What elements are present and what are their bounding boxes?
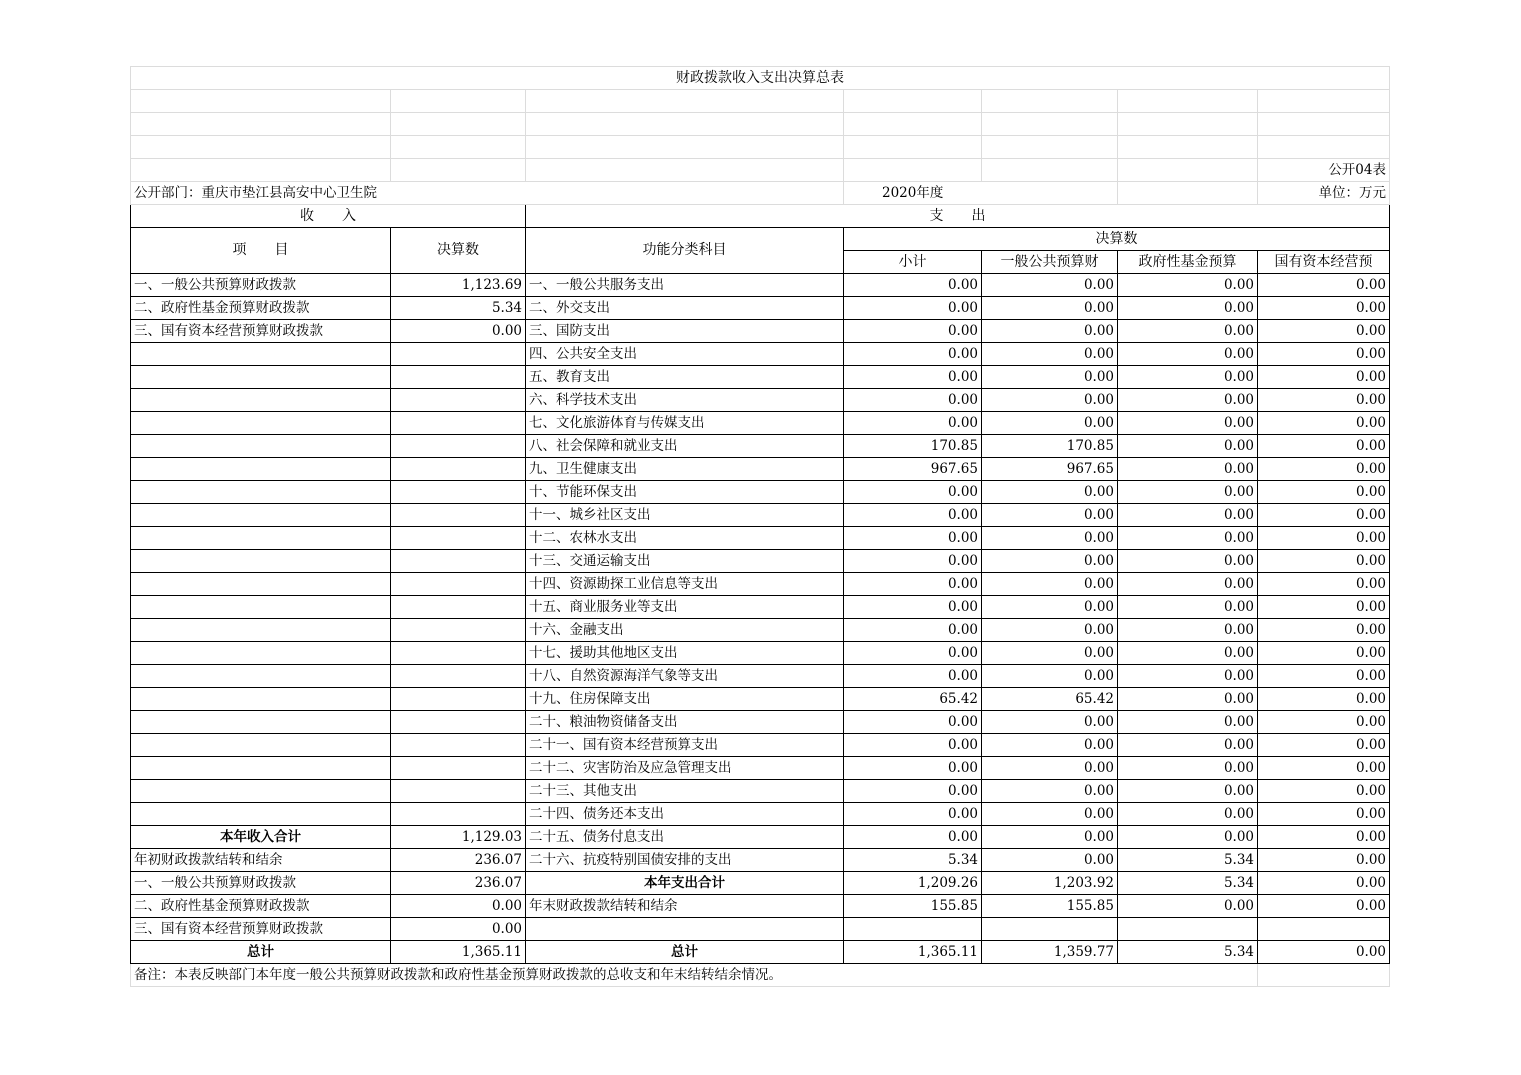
fund-value: 0.00 <box>1118 549 1258 572</box>
table-row <box>131 434 1390 457</box>
income-item <box>131 388 391 411</box>
function-item: 十八、自然资源海洋气象等支出 <box>526 664 844 687</box>
item-header: 项 目 <box>131 227 391 273</box>
fund-value: 0.00 <box>1118 894 1258 917</box>
table-row <box>131 641 1390 664</box>
subtotal-value: 0.00 <box>844 779 982 802</box>
function-item: 九、卫生健康支出 <box>526 457 844 480</box>
income-item: 二、政府性基金预算财政拨款 <box>131 894 391 917</box>
state-value: 0.00 <box>1258 595 1390 618</box>
function-item: 五、教育支出 <box>526 365 844 388</box>
table-row <box>131 480 1390 503</box>
fund-value: 0.00 <box>1118 526 1258 549</box>
general-value: 65.42 <box>982 687 1118 710</box>
footnote: 备注：本表反映部门本年度一般公共预算财政拨款和政府性基金预算财政拨款的总收支和年末结转结余情况。 <box>131 963 1258 986</box>
income-item: 年初财政拨款结转和结余 <box>131 848 391 871</box>
table-row <box>131 710 1390 733</box>
table-row <box>131 802 1390 825</box>
table-row <box>131 572 1390 595</box>
function-item: 十五、商业服务业等支出 <box>526 595 844 618</box>
income-amount: 1,129.03 <box>391 825 526 848</box>
form-number: 公开04表 <box>1258 158 1390 181</box>
fund-value: 0.00 <box>1118 687 1258 710</box>
function-item: 二十二、灾害防治及应急管理支出 <box>526 756 844 779</box>
state-value: 0.00 <box>1258 572 1390 595</box>
state-value: 0.00 <box>1258 296 1390 319</box>
fund-value: 0.00 <box>1118 365 1258 388</box>
general-value: 0.00 <box>982 273 1118 296</box>
subtotal-value: 0.00 <box>844 388 982 411</box>
function-item: 二十一、国有资本经营预算支出 <box>526 733 844 756</box>
income-amount <box>391 779 526 802</box>
subtotal-value: 0.00 <box>844 664 982 687</box>
subtotal-value: 155.85 <box>844 894 982 917</box>
fund-value: 0.00 <box>1118 457 1258 480</box>
general-value: 0.00 <box>982 342 1118 365</box>
income-amount <box>391 365 526 388</box>
income-amount <box>391 526 526 549</box>
income-item <box>131 687 391 710</box>
table-row <box>131 940 1390 963</box>
general-value: 0.00 <box>982 411 1118 434</box>
subtotal-value: 0.00 <box>844 342 982 365</box>
department-label: 公开部门：重庆市垫江县高安中心卫生院 <box>131 181 844 204</box>
table-row <box>131 273 1390 296</box>
state-value: 0.00 <box>1258 365 1390 388</box>
income-item: 本年收入合计 <box>131 825 391 848</box>
general-value: 0.00 <box>982 526 1118 549</box>
subtotal-value: 0.00 <box>844 825 982 848</box>
fund-value: 0.00 <box>1118 319 1258 342</box>
income-item <box>131 756 391 779</box>
income-amount: 0.00 <box>391 319 526 342</box>
function-item: 八、社会保障和就业支出 <box>526 434 844 457</box>
income-amount <box>391 457 526 480</box>
function-item: 二十、粮油物资储备支出 <box>526 710 844 733</box>
income-item <box>131 434 391 457</box>
general-value: 967.65 <box>982 457 1118 480</box>
table-row <box>131 526 1390 549</box>
fund-value: 0.00 <box>1118 641 1258 664</box>
income-amount: 5.34 <box>391 296 526 319</box>
table-row <box>131 917 1390 940</box>
table-row <box>131 733 1390 756</box>
income-item <box>131 549 391 572</box>
income-item <box>131 480 391 503</box>
income-item: 三、国有资本经营预算财政拨款 <box>131 917 391 940</box>
income-item <box>131 779 391 802</box>
subtotal-value: 0.00 <box>844 756 982 779</box>
general-value: 1,203.92 <box>982 871 1118 894</box>
income-amount <box>391 687 526 710</box>
general-value: 0.00 <box>982 733 1118 756</box>
table-row <box>131 457 1390 480</box>
state-value: 0.00 <box>1258 411 1390 434</box>
income-amount <box>391 710 526 733</box>
fund-value: 0.00 <box>1118 618 1258 641</box>
state-value: 0.00 <box>1258 503 1390 526</box>
subtotal-value: 0.00 <box>844 802 982 825</box>
income-amount: 0.00 <box>391 894 526 917</box>
general-value: 0.00 <box>982 388 1118 411</box>
subtotal-value: 0.00 <box>844 503 982 526</box>
function-item: 十七、援助其他地区支出 <box>526 641 844 664</box>
table-row <box>131 549 1390 572</box>
state-value: 0.00 <box>1258 687 1390 710</box>
fund-value: 0.00 <box>1118 273 1258 296</box>
subtotal-value: 0.00 <box>844 618 982 641</box>
fund-value: 0.00 <box>1118 388 1258 411</box>
fund-value: 0.00 <box>1118 572 1258 595</box>
income-amount: 236.07 <box>391 871 526 894</box>
income-item <box>131 457 391 480</box>
income-item: 二、政府性基金预算财政拨款 <box>131 296 391 319</box>
fund-value: 0.00 <box>1118 296 1258 319</box>
fund-value: 0.00 <box>1118 342 1258 365</box>
table-row <box>131 365 1390 388</box>
subtotal-value: 0.00 <box>844 710 982 733</box>
general-value: 0.00 <box>982 756 1118 779</box>
subtotal-value: 0.00 <box>844 319 982 342</box>
general-value: 0.00 <box>982 549 1118 572</box>
table-row <box>131 779 1390 802</box>
fund-value: 0.00 <box>1118 503 1258 526</box>
function-item <box>526 917 844 940</box>
general-value: 0.00 <box>982 825 1118 848</box>
fund-value: 0.00 <box>1118 595 1258 618</box>
income-item: 一、一般公共预算财政拨款 <box>131 273 391 296</box>
income-amount <box>391 618 526 641</box>
general-value: 155.85 <box>982 894 1118 917</box>
fund-value: 0.00 <box>1118 480 1258 503</box>
income-amount: 1,123.69 <box>391 273 526 296</box>
general-value: 0.00 <box>982 503 1118 526</box>
income-amount: 0.00 <box>391 917 526 940</box>
income-amount <box>391 434 526 457</box>
fiscal-year: 2020年度 <box>844 181 1118 204</box>
income-amount <box>391 595 526 618</box>
income-amount <box>391 733 526 756</box>
table-row <box>131 296 1390 319</box>
general-value: 0.00 <box>982 595 1118 618</box>
function-item: 六、科学技术支出 <box>526 388 844 411</box>
table-row <box>131 618 1390 641</box>
income-amount: 236.07 <box>391 848 526 871</box>
table-row <box>131 848 1390 871</box>
subtotal-value: 967.65 <box>844 457 982 480</box>
income-amount <box>391 802 526 825</box>
income-item: 总计 <box>131 940 391 963</box>
fund-value: 5.34 <box>1118 848 1258 871</box>
fund-value: 5.34 <box>1118 940 1258 963</box>
state-value: 0.00 <box>1258 664 1390 687</box>
subtotal-value: 0.00 <box>844 641 982 664</box>
income-amount <box>391 480 526 503</box>
sheet-title: 财政拨款收入支出决算总表 <box>131 67 1390 90</box>
state-value <box>1258 917 1390 940</box>
state-value: 0.00 <box>1258 618 1390 641</box>
function-item: 七、文化旅游体育与传媒支出 <box>526 411 844 434</box>
subtotal-value: 0.00 <box>844 411 982 434</box>
state-value: 0.00 <box>1258 434 1390 457</box>
general-value: 0.00 <box>982 480 1118 503</box>
function-item: 一、一般公共服务支出 <box>526 273 844 296</box>
income-amount <box>391 342 526 365</box>
table-row <box>131 411 1390 434</box>
subtotal-value: 5.34 <box>844 848 982 871</box>
table-row <box>131 595 1390 618</box>
function-item: 三、国防支出 <box>526 319 844 342</box>
income-item <box>131 802 391 825</box>
table-row <box>131 664 1390 687</box>
general-value: 0.00 <box>982 710 1118 733</box>
fund-value: 0.00 <box>1118 710 1258 733</box>
income-item <box>131 641 391 664</box>
income-item <box>131 733 391 756</box>
subtotal-value: 0.00 <box>844 549 982 572</box>
function-item: 十六、金融支出 <box>526 618 844 641</box>
general-value: 0.00 <box>982 848 1118 871</box>
function-item: 本年支出合计 <box>526 871 844 894</box>
general-header: 一般公共预算财 <box>982 250 1118 273</box>
income-amount <box>391 549 526 572</box>
state-value: 0.00 <box>1258 319 1390 342</box>
fund-header: 政府性基金预算 <box>1118 250 1258 273</box>
general-value: 0.00 <box>982 802 1118 825</box>
subtotal-value: 0.00 <box>844 480 982 503</box>
fund-value <box>1118 917 1258 940</box>
function-item: 二十五、债务付息支出 <box>526 825 844 848</box>
state-value: 0.00 <box>1258 940 1390 963</box>
function-item: 十三、交通运输支出 <box>526 549 844 572</box>
function-item: 十、节能环保支出 <box>526 480 844 503</box>
state-value: 0.00 <box>1258 710 1390 733</box>
fund-value: 0.00 <box>1118 802 1258 825</box>
income-item <box>131 595 391 618</box>
subtotal-value: 65.42 <box>844 687 982 710</box>
general-value: 0.00 <box>982 365 1118 388</box>
income-item <box>131 526 391 549</box>
state-value: 0.00 <box>1258 756 1390 779</box>
income-amount: 1,365.11 <box>391 940 526 963</box>
function-item: 十二、农林水支出 <box>526 526 844 549</box>
state-value: 0.00 <box>1258 549 1390 572</box>
state-value: 0.00 <box>1258 802 1390 825</box>
income-header: 收 入 <box>131 204 526 227</box>
function-item: 十一、城乡社区支出 <box>526 503 844 526</box>
income-amount <box>391 756 526 779</box>
table-row <box>131 687 1390 710</box>
subtotal-value: 0.00 <box>844 526 982 549</box>
general-value: 0.00 <box>982 296 1118 319</box>
general-value: 0.00 <box>982 664 1118 687</box>
subtotal-value: 1,209.26 <box>844 871 982 894</box>
fund-value: 0.00 <box>1118 411 1258 434</box>
state-value: 0.00 <box>1258 480 1390 503</box>
fund-value: 0.00 <box>1118 664 1258 687</box>
income-item <box>131 365 391 388</box>
income-item <box>131 572 391 595</box>
state-value: 0.00 <box>1258 342 1390 365</box>
table-row <box>131 756 1390 779</box>
expense-header: 支 出 <box>526 204 1390 227</box>
table-row <box>131 388 1390 411</box>
income-item <box>131 618 391 641</box>
function-item: 四、公共安全支出 <box>526 342 844 365</box>
function-item: 二十六、抗疫特别国债安排的支出 <box>526 848 844 871</box>
state-value: 0.00 <box>1258 848 1390 871</box>
income-amount <box>391 664 526 687</box>
state-header: 国有资本经营预 <box>1258 250 1390 273</box>
income-item <box>131 342 391 365</box>
unit-label: 单位：万元 <box>1258 181 1390 204</box>
state-value: 0.00 <box>1258 733 1390 756</box>
fund-value: 0.00 <box>1118 733 1258 756</box>
state-value: 0.00 <box>1258 457 1390 480</box>
subtotal-value: 170.85 <box>844 434 982 457</box>
fund-value: 0.00 <box>1118 756 1258 779</box>
fund-value: 0.00 <box>1118 434 1258 457</box>
general-value <box>982 917 1118 940</box>
table-row <box>131 319 1390 342</box>
fund-value: 5.34 <box>1118 871 1258 894</box>
subtotal-value: 1,365.11 <box>844 940 982 963</box>
table-row <box>131 825 1390 848</box>
general-value: 0.00 <box>982 572 1118 595</box>
income-amount <box>391 388 526 411</box>
table-row <box>131 894 1390 917</box>
fund-value: 0.00 <box>1118 779 1258 802</box>
function-item: 二十三、其他支出 <box>526 779 844 802</box>
income-amount <box>391 503 526 526</box>
table-row <box>131 871 1390 894</box>
subtotal-value: 0.00 <box>844 733 982 756</box>
function-item: 二十四、债务还本支出 <box>526 802 844 825</box>
state-value: 0.00 <box>1258 641 1390 664</box>
function-item: 十九、住房保障支出 <box>526 687 844 710</box>
state-value: 0.00 <box>1258 894 1390 917</box>
income-item <box>131 664 391 687</box>
state-value: 0.00 <box>1258 779 1390 802</box>
state-value: 0.00 <box>1258 526 1390 549</box>
subtotal-value: 0.00 <box>844 595 982 618</box>
income-amount <box>391 641 526 664</box>
state-value: 0.00 <box>1258 273 1390 296</box>
income-item <box>131 411 391 434</box>
subtotal-value: 0.00 <box>844 296 982 319</box>
general-value: 170.85 <box>982 434 1118 457</box>
subtotal-header: 小计 <box>844 250 982 273</box>
general-value: 0.00 <box>982 641 1118 664</box>
function-item: 二、外交支出 <box>526 296 844 319</box>
general-value: 0.00 <box>982 779 1118 802</box>
final-header: 决算数 <box>844 227 1390 250</box>
income-item <box>131 503 391 526</box>
fund-value: 0.00 <box>1118 825 1258 848</box>
function-item: 十四、资源勘探工业信息等支出 <box>526 572 844 595</box>
function-header: 功能分类科目 <box>526 227 844 273</box>
state-value: 0.00 <box>1258 871 1390 894</box>
income-item <box>131 710 391 733</box>
function-item: 年末财政拨款结转和结余 <box>526 894 844 917</box>
subtotal-value: 0.00 <box>844 572 982 595</box>
function-item: 总计 <box>526 940 844 963</box>
subtotal-value: 0.00 <box>844 273 982 296</box>
table-row <box>131 342 1390 365</box>
general-value: 1,359.77 <box>982 940 1118 963</box>
amount-header: 决算数 <box>391 227 526 273</box>
income-amount <box>391 411 526 434</box>
general-value: 0.00 <box>982 618 1118 641</box>
subtotal-value <box>844 917 982 940</box>
income-item: 一、一般公共预算财政拨款 <box>131 871 391 894</box>
general-value: 0.00 <box>982 319 1118 342</box>
state-value: 0.00 <box>1258 825 1390 848</box>
income-item: 三、国有资本经营预算财政拨款 <box>131 319 391 342</box>
income-amount <box>391 572 526 595</box>
subtotal-value: 0.00 <box>844 365 982 388</box>
table-row <box>131 503 1390 526</box>
state-value: 0.00 <box>1258 388 1390 411</box>
budget-sheet <box>130 66 1390 987</box>
